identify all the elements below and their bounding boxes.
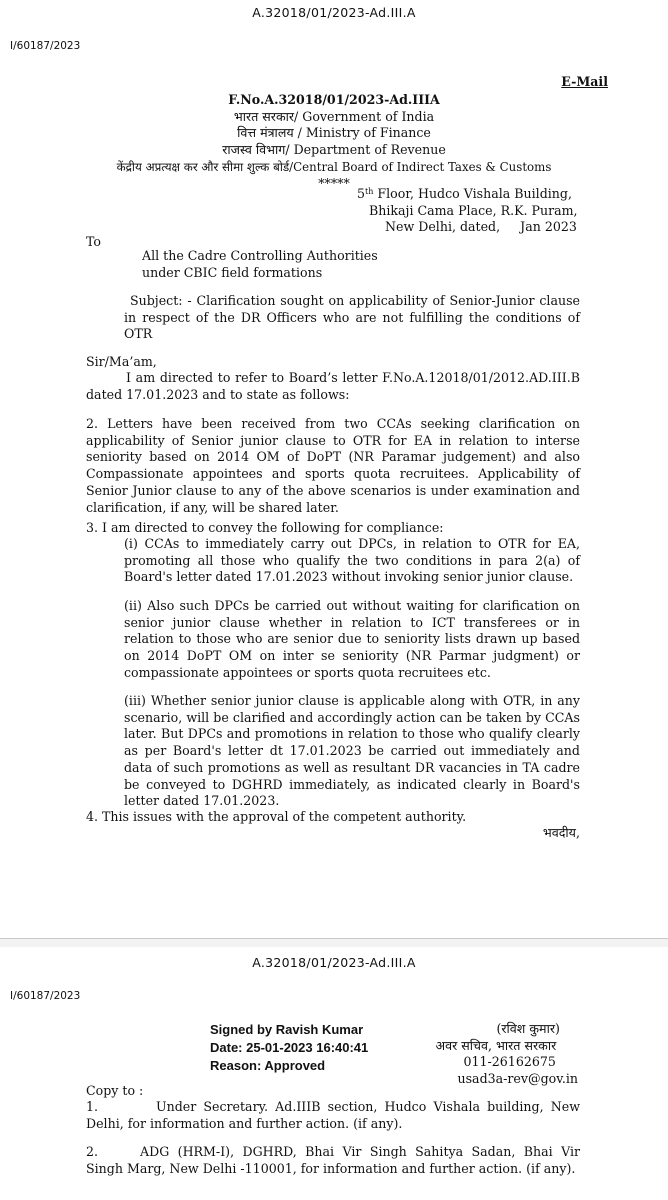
- file-reference: I/60187/2023: [10, 40, 81, 52]
- para3-item-ii: (ii) Also such DPCs be carried out without waiting for clarification on senior junior clause whether in relation to ICT transferees or in relation to those who are senior due to seniority lists drawn up based on 2014 DoPT OM on inter se seniority (NR Parmar judgment) or compassionate appointees or sports quota recruitees etc.: [124, 598, 580, 680]
- signatory-name: (रविश कुमार): [496, 1021, 560, 1036]
- signatory-block: [435, 1021, 578, 1088]
- recipient-line-1: All the Cadre Controlling Authorities: [142, 248, 378, 263]
- copy-item-1: [86, 1099, 580, 1132]
- closing-bhavdiya: भवदीय,: [542, 825, 580, 840]
- recipient-line-2: under CBIC field formations: [142, 264, 323, 280]
- copy-item-text: ADG (HRM-I), DGHRD, Bhai Vir Singh Sahitya Sadan, Bhai Vir Singh Marg, New Delhi -110001, for information and further action. (if any).: [86, 1144, 580, 1176]
- floor-number: 5: [357, 186, 366, 201]
- digital-signature-block: [210, 1021, 368, 1075]
- address-line-2: Bhikaji Cama Place, R.K. Puram,: [369, 202, 578, 218]
- paragraph-1: I am directed to refer to Board’s letter F.No.A.12018/01/2012.AD.III.B dated 17.01.2023 and to state as follows:: [86, 370, 580, 402]
- gov-line-ministry: वित्त मंत्रालय / Ministry of Finance: [237, 125, 431, 141]
- email-label: E-Mail: [561, 74, 608, 89]
- signed-by: Signed by Ravish Kumar: [210, 1022, 364, 1037]
- signature-date: Date: 25-01-2023 16:40:41: [210, 1040, 369, 1055]
- copy-item-2: [86, 1144, 580, 1177]
- signatory-email: usad3a-rev@gov.in: [457, 1071, 578, 1087]
- file-number: F.No.A.32018/01/2023-Ad.IIIA: [228, 92, 440, 107]
- address-line-3: New Delhi, dated, Jan 2023: [385, 219, 577, 235]
- paragraph-3-intro: 3. I am directed to convey the following for compliance:: [86, 520, 444, 535]
- copy-item-number: 2.: [86, 1144, 99, 1159]
- subject: Subject: - Clarification sought on applicability of Senior-Junior clause in respect of the DR Officers who are not fulfilling the conditions of OTR: [124, 293, 580, 342]
- gov-line-board: केंद्रीय अप्रत्यक्ष कर और सीमा शुल्क बोर्ड/Central Board of Indirect Taxes & Customs: [116, 159, 552, 174]
- floor-suffix: th: [365, 187, 374, 196]
- para3-item-iii: (iii) Whether senior junior clause is applicable along with OTR, in any scenario, will be clarified and accordingly action can be taken by CCAs later. But DPCs and promotions in relation to those who qualify clearly as per Board's letter dt 17.01.2023 be carried out immediately and data of such promotions as well as resultant DR vacancies in TA cadre be conveyed to DGHRD immediately, as indicated clearly in Board's letter dated 17.01.2023.: [124, 693, 580, 809]
- signature-reason: Reason: Approved: [210, 1058, 326, 1073]
- stars-separator: *****: [318, 175, 350, 191]
- letterhead: [0, 92, 668, 192]
- address-line-1: [357, 186, 578, 203]
- page-2-header-title: A.32018/01/2023-Ad.III.A: [252, 955, 416, 970]
- gov-line-department: राजस्व विभाग/ Department of Revenue: [222, 142, 446, 158]
- office-address: [357, 186, 578, 236]
- signatory-phone: 011-26162675: [463, 1054, 556, 1070]
- salutation: Sir/Ma’am,: [86, 354, 157, 369]
- copy-item-text: Under Secretary. Ad.IIIB section, Hudco Vishala building, New Delhi, for information and further action. (if any).: [86, 1099, 580, 1131]
- para3-item-i: (i) CCAs to immediately carry out DPCs, in relation to OTR for EA, promoting all those who qualify the two conditions in para 2(a) of Board's letter dated 17.01.2023 without invoking senior junior clause.: [124, 536, 580, 585]
- paragraph-2: 2. Letters have been received from two CCAs seeking clarification on applicability of Senior junior clause to OTR for EA in relation to interse seniority based on 2014 OM of DoPT (NR Paramar judgement) and also Compassionate appointees and sports quota recruitees. Applicability of Senior Junior clause to any of the above scenarios is under examination and clarification, if any, will be shared later.: [86, 416, 580, 515]
- recipients: [142, 248, 378, 281]
- floor-rest: Floor, Hudco Vishala Building,: [373, 186, 572, 201]
- signatory-designation: अवर सचिव, भारत सरकार: [435, 1037, 557, 1053]
- to-label: To: [86, 234, 102, 249]
- page-header-title: A.32018/01/2023-Ad.III.A: [252, 5, 416, 20]
- copy-item-number: 1.: [86, 1099, 99, 1114]
- copy-to-label: Copy to :: [86, 1083, 144, 1098]
- gov-line-government: भारत सरकार/ Government of India: [233, 108, 435, 124]
- page-gap: [0, 939, 668, 947]
- paragraph-4: 4. This issues with the approval of the competent authority.: [86, 809, 467, 824]
- page-2-file-reference: I/60187/2023: [10, 990, 81, 1002]
